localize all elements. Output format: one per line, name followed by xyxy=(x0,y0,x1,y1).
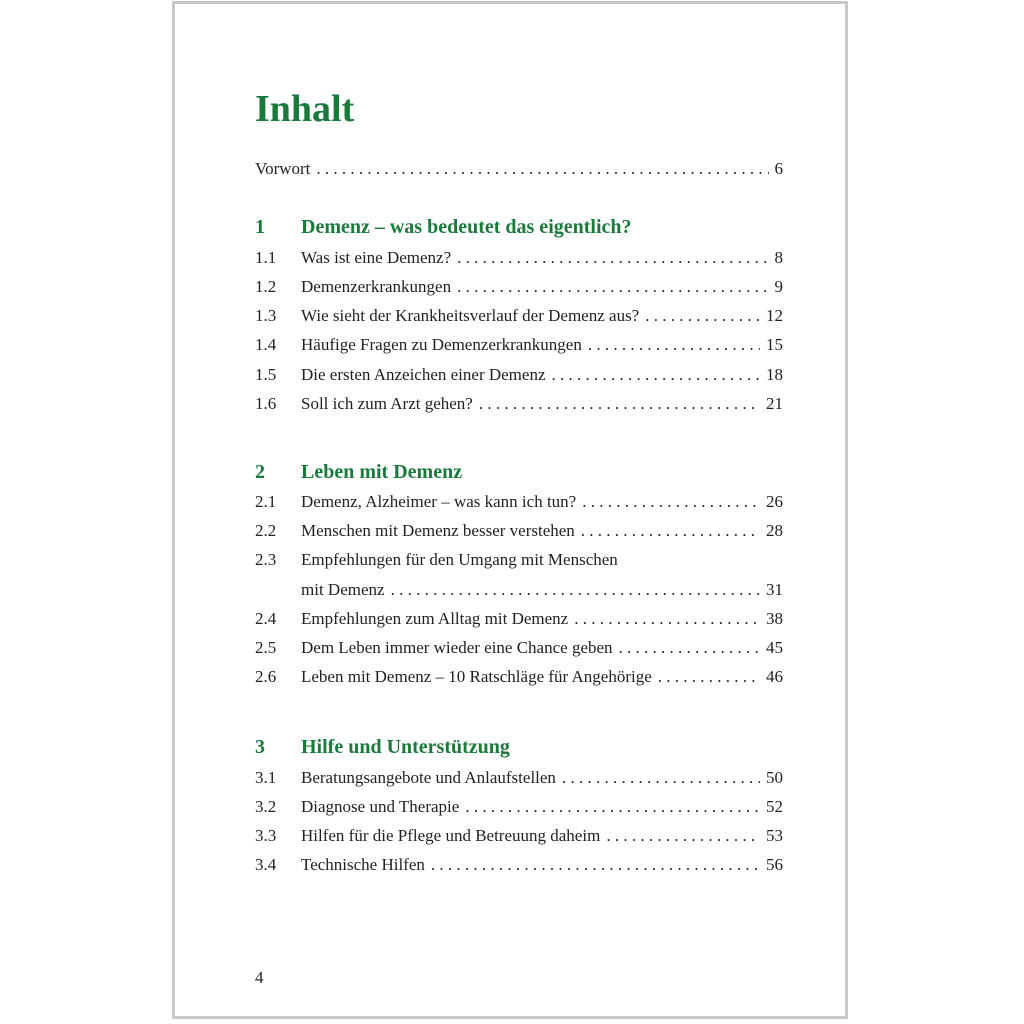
toc-entry-page: 9 xyxy=(774,277,783,296)
toc-chapter-heading[interactable] xyxy=(255,733,783,761)
toc-entry[interactable] xyxy=(255,246,783,270)
toc-entry-page: 50 xyxy=(766,768,783,787)
toc-entry-label: Leben mit Demenz – 10 Ratschläge für Angehörige xyxy=(301,667,652,686)
chapter-number: 2 xyxy=(255,461,265,483)
toc-entry[interactable] xyxy=(255,665,783,689)
toc-entry-page: 15 xyxy=(766,335,783,354)
section-number: 3.3 xyxy=(255,826,277,845)
dot-leader xyxy=(391,578,760,602)
section-number: 2.4 xyxy=(255,609,277,628)
page-title: Inhalt xyxy=(255,88,355,130)
chapter-number: 3 xyxy=(255,736,265,758)
section-number: 3.2 xyxy=(255,797,277,816)
toc-entry[interactable] xyxy=(255,275,783,299)
toc-entry-page: 28 xyxy=(766,521,783,540)
toc-chapter-heading[interactable] xyxy=(255,213,783,241)
toc-entry-label: Demenz, Alzheimer – was kann ich tun? xyxy=(301,492,577,511)
dot-leader xyxy=(457,275,768,299)
book-page xyxy=(172,1,848,1019)
toc-entry-page: 6 xyxy=(774,159,783,178)
section-number: 1.3 xyxy=(255,306,277,325)
toc-entry-page: 31 xyxy=(766,580,783,599)
section-number: 2.5 xyxy=(255,638,277,657)
chapter-title: Leben mit Demenz xyxy=(301,461,463,483)
section-number: 2.2 xyxy=(255,521,277,540)
toc-entry-label-continued: mit Demenz xyxy=(301,580,385,599)
dot-leader xyxy=(619,636,760,660)
toc-entry-label: Technische Hilfen xyxy=(301,855,425,874)
toc-entry-page: 56 xyxy=(766,855,783,874)
dot-leader xyxy=(316,157,768,181)
toc-entry-page: 8 xyxy=(774,248,783,267)
dot-leader xyxy=(552,363,761,387)
section-number: 2.1 xyxy=(255,492,277,511)
toc-entry-label: Demenzerkrankungen xyxy=(301,277,452,296)
toc-entry-preface[interactable] xyxy=(255,157,783,181)
toc-entry[interactable] xyxy=(255,519,783,543)
toc-entry-label: Dem Leben immer wieder eine Chance geben xyxy=(301,638,613,657)
toc-entry-page: 53 xyxy=(766,826,783,845)
dot-leader xyxy=(658,665,760,689)
toc-entry[interactable] xyxy=(255,853,783,877)
toc-entry-label: Empfehlungen für den Umgang mit Menschen xyxy=(301,550,618,569)
toc-entry[interactable] xyxy=(255,766,783,790)
dot-leader xyxy=(431,853,760,877)
toc-entry-page: 18 xyxy=(766,365,783,384)
toc-entry-line-1[interactable] xyxy=(255,548,783,572)
dot-leader xyxy=(582,490,760,514)
toc-chapter-heading[interactable] xyxy=(255,458,783,486)
toc-entry-label: Soll ich zum Arzt gehen? xyxy=(301,394,473,413)
section-number: 3.1 xyxy=(255,768,277,787)
toc-entry[interactable] xyxy=(255,607,783,631)
section-number: 1.4 xyxy=(255,335,277,354)
toc-entry[interactable] xyxy=(255,795,783,819)
toc-entry-label: Die ersten Anzeichen einer Demenz xyxy=(301,365,546,384)
toc-entry-label: Wie sieht der Krankheitsverlauf der Demenz aus? xyxy=(301,306,640,325)
toc-entry[interactable] xyxy=(255,636,783,660)
dot-leader xyxy=(574,607,760,631)
toc-entry-page: 26 xyxy=(766,492,783,511)
toc-entry-label: Was ist eine Demenz? xyxy=(301,248,452,267)
section-number: 2.3 xyxy=(255,550,277,569)
toc-entry-label: Beratungsangebote und Anlaufstellen xyxy=(301,768,556,787)
page-number: 4 xyxy=(255,968,264,987)
toc-entry-page: 38 xyxy=(766,609,783,628)
toc-entry-page: 46 xyxy=(766,667,783,686)
toc-entry-label: Hilfen für die Pflege und Betreuung daheim xyxy=(301,826,601,845)
chapter-number: 1 xyxy=(255,216,265,238)
section-number: 1.2 xyxy=(255,277,277,296)
toc-entry-label: Diagnose und Therapie xyxy=(301,797,460,816)
dot-leader xyxy=(581,519,760,543)
dot-leader xyxy=(645,304,760,328)
dot-leader xyxy=(606,824,760,848)
section-number: 1.6 xyxy=(255,394,277,413)
toc-entry-label: Menschen mit Demenz besser verstehen xyxy=(301,521,575,540)
dot-leader xyxy=(479,392,760,416)
section-number: 1.1 xyxy=(255,248,277,267)
toc-entry[interactable] xyxy=(255,304,783,328)
dot-leader xyxy=(465,795,760,819)
chapter-title: Hilfe und Unterstützung xyxy=(301,736,510,758)
toc-entry-label: Vorwort xyxy=(255,159,311,178)
toc-entry[interactable] xyxy=(255,363,783,387)
section-number: 1.5 xyxy=(255,365,277,384)
section-number: 2.6 xyxy=(255,667,277,686)
toc-entry-label: Empfehlungen zum Alltag mit Demenz xyxy=(301,609,569,628)
toc-entry[interactable] xyxy=(255,490,783,514)
toc-entry-page: 21 xyxy=(766,394,783,413)
toc-entry[interactable] xyxy=(255,333,783,357)
section-number: 3.4 xyxy=(255,855,277,874)
toc-entry-line-2[interactable] xyxy=(255,578,783,602)
toc-entry-page: 12 xyxy=(766,306,783,325)
dot-leader xyxy=(588,333,760,357)
chapter-title: Demenz – was bedeutet das eigentlich? xyxy=(301,216,632,238)
dot-leader xyxy=(457,246,768,270)
toc-entry-page: 45 xyxy=(766,638,783,657)
toc-entry-label: Häufige Fragen zu Demenzerkrankungen xyxy=(301,335,582,354)
toc-entry[interactable] xyxy=(255,392,783,416)
toc-entry[interactable] xyxy=(255,824,783,848)
dot-leader xyxy=(562,766,760,790)
toc-entry-page: 52 xyxy=(766,797,783,816)
